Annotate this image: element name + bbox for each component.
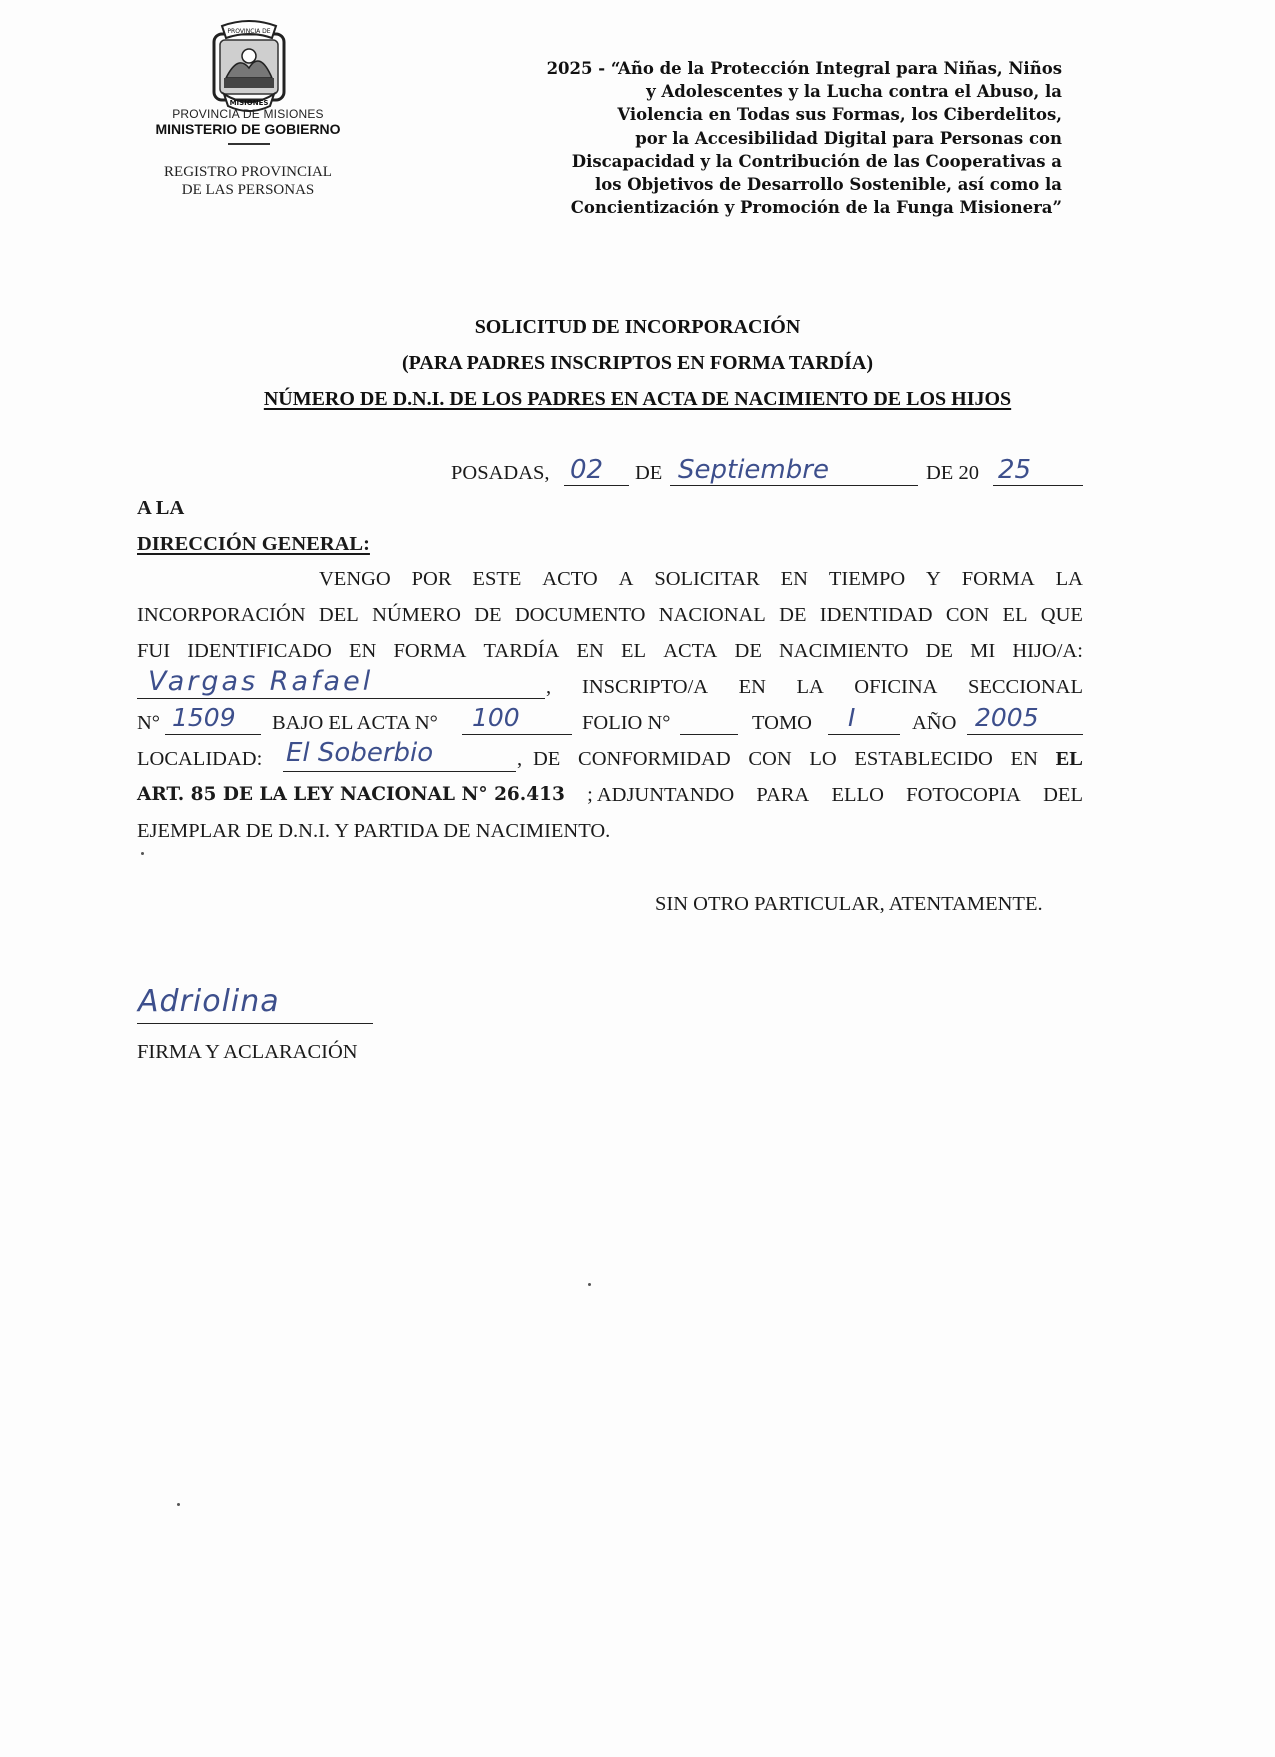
acta-label: BAJO EL ACTA N° [272, 712, 438, 734]
crest-text-top: PROVINCIA DE [227, 28, 271, 35]
document-subtitle: (PARA PADRES INSCRIPTOS EN FORMA TARDÍA) [402, 352, 873, 374]
crest-text-bottom: MISIONES [229, 99, 269, 107]
body-word: OFICINA [854, 676, 938, 698]
date-de-2: DE 20 [926, 462, 979, 484]
scan-speck [177, 1503, 180, 1506]
ministry-name: MINISTERIO DE GOBIERNO [155, 121, 341, 137]
body-word: LA [796, 676, 824, 698]
tomo-label: TOMO [752, 712, 812, 734]
body-word: FUI [137, 640, 171, 662]
localidad-value: El Soberbio [286, 738, 434, 768]
body-word: IDENTIFICADO [187, 640, 332, 662]
body-word: DOCUMENTO [514, 604, 646, 626]
seccional-line [165, 734, 261, 735]
body-word: DEL [318, 604, 359, 626]
body-line-1 [319, 568, 1083, 591]
body-word: FORMA [393, 640, 467, 662]
body-word: DE [533, 748, 561, 770]
date-year: 25 [998, 455, 1032, 485]
body-word: MI [970, 640, 996, 662]
body-word: TIEMPO [828, 568, 906, 590]
body-word: ACTO [542, 568, 598, 590]
body-word: ESTE [472, 568, 522, 590]
province-name: PROVINCIA DE MISIONES [172, 107, 324, 121]
signature-label: FIRMA Y ACLARACIÓN [137, 1041, 358, 1063]
body-word: FOTOCOPIA [906, 784, 1021, 806]
body-word: QUE [1040, 604, 1083, 626]
body-word: SECCIONAL [967, 676, 1083, 698]
body-word: CONFORMIDAD [578, 748, 731, 770]
anio-label: AÑO [912, 712, 957, 734]
seccional-number: 1509 [172, 703, 236, 732]
body-word: EL [620, 640, 647, 662]
motto-line: Violencia en Todas sus Formas, los Ciberdelitos, [617, 105, 1062, 125]
motto-line: Concientización y Promoción de la Funga Misionera” [570, 198, 1062, 218]
body-word: CON [748, 748, 792, 770]
body-word: TARDÍA [483, 640, 560, 662]
body-word: EL [1055, 748, 1083, 770]
document-title: SOLICITUD DE INCORPORACIÓN [474, 316, 801, 338]
acta-number: 100 [472, 703, 520, 732]
anio-value: 2005 [975, 703, 1039, 732]
body-word: EN [576, 640, 604, 662]
body-word: CON [945, 604, 990, 626]
body-word: ESTABLECIDO [854, 748, 993, 770]
body-word: IDENTIDAD [819, 604, 933, 626]
document-heading-underlined: NÚMERO DE D.N.I. DE LOS PADRES EN ACTA DE NACIMIENTO DE LOS HIJOS [263, 388, 1012, 410]
year-motto [470, 57, 1062, 219]
date-day: 02 [570, 455, 604, 485]
scan-speck [588, 1283, 591, 1286]
body-word: POR [411, 568, 452, 590]
body-word: DE [474, 604, 502, 626]
motto-line: Discapacidad y la Contribución de las Cooperativas a [571, 151, 1062, 171]
motto-line: 2025 - “Año de la Protección Integral para Niñas, Niños [546, 59, 1062, 78]
province-crest-seal [208, 20, 290, 112]
month-line [670, 485, 918, 486]
registry-line-1: REGISTRO PROVINCIAL [164, 164, 332, 180]
motto-line: por la Accesibilidad Digital para Personas con [635, 128, 1062, 148]
body-word: LO [809, 748, 837, 770]
body-word: EN [1010, 748, 1038, 770]
folio-label: FOLIO N° [582, 712, 671, 734]
acta-line [462, 734, 572, 735]
body-word: SOLICITAR [654, 568, 760, 590]
body-word: PARA [756, 784, 810, 806]
body-word: NACIMIENTO [779, 640, 909, 662]
signature-line [137, 1023, 373, 1024]
body-word: INSCRIPTO/A [582, 676, 709, 698]
child-name: Vargas Rafael [148, 666, 374, 697]
date-month: Septiembre [678, 455, 829, 485]
body-word: EN [738, 676, 766, 698]
addressee-line-2: DIRECCIÓN GENERAL: [137, 533, 370, 555]
header-divider [228, 143, 270, 145]
body-word: ; ADJUNTANDO [587, 784, 735, 806]
registry-line-2: DE LAS PERSONAS [181, 182, 315, 198]
body-line-3 [137, 640, 1083, 663]
year-line [993, 485, 1083, 486]
localidad-label: LOCALIDAD: [137, 748, 263, 770]
body-word: VENGO [319, 568, 391, 590]
date-city: POSADAS, [451, 462, 550, 484]
body-comma: , [546, 676, 552, 698]
body-word: INCORPORACIÓN [137, 604, 306, 626]
body-word: EL [1002, 604, 1028, 626]
body-line-4-tail [582, 676, 1083, 699]
body-word: DE [779, 604, 807, 626]
body-word: A [618, 568, 634, 590]
scan-speck [141, 852, 144, 855]
body-word: DE [925, 640, 953, 662]
body-word: ACTA [663, 640, 718, 662]
body-word: NÚMERO [372, 604, 461, 626]
body-line-7 [137, 784, 1083, 807]
tomo-number: I [848, 703, 856, 732]
body-line-2 [137, 604, 1083, 627]
body-word: LA [1055, 568, 1083, 590]
body-word: Y [926, 568, 941, 590]
body-word: DE [734, 640, 762, 662]
body-word: ELLO [831, 784, 884, 806]
body-line-8: EJEMPLAR DE D.N.I. Y PARTIDA DE NACIMIENTO. [137, 820, 611, 842]
motto-line: los Objetivos de Desarrollo Sostenible, así como la [594, 175, 1062, 195]
body-word: DEL [1043, 784, 1083, 806]
body-word: HIJO/A: [1012, 640, 1083, 662]
closing-line: SIN OTRO PARTICULAR, ATENTAMENTE. [655, 893, 1043, 915]
seccional-number-label: N° [137, 712, 161, 734]
folio-line [680, 734, 738, 735]
body-line-6-tail [533, 748, 1083, 771]
anio-line [967, 734, 1083, 735]
body-word: FORMA [961, 568, 1035, 590]
body-word: EN [348, 640, 377, 662]
day-line [564, 485, 629, 486]
child-name-line [137, 698, 545, 699]
motto-line: y Adolescentes y la Lucha contra el Abuso, la [646, 82, 1062, 102]
body-comma: , [517, 748, 523, 770]
signature: Adriolina [138, 984, 280, 1019]
body-word: NACIONAL [658, 604, 766, 626]
tomo-line [828, 734, 900, 735]
body-word: EN [780, 568, 808, 590]
addressee-line-1: A LA [137, 497, 185, 519]
law-reference: ART. 85 DE LA LEY NACIONAL N° 26.413 [137, 784, 565, 805]
localidad-line [283, 771, 516, 772]
date-de-1: DE [635, 462, 663, 484]
